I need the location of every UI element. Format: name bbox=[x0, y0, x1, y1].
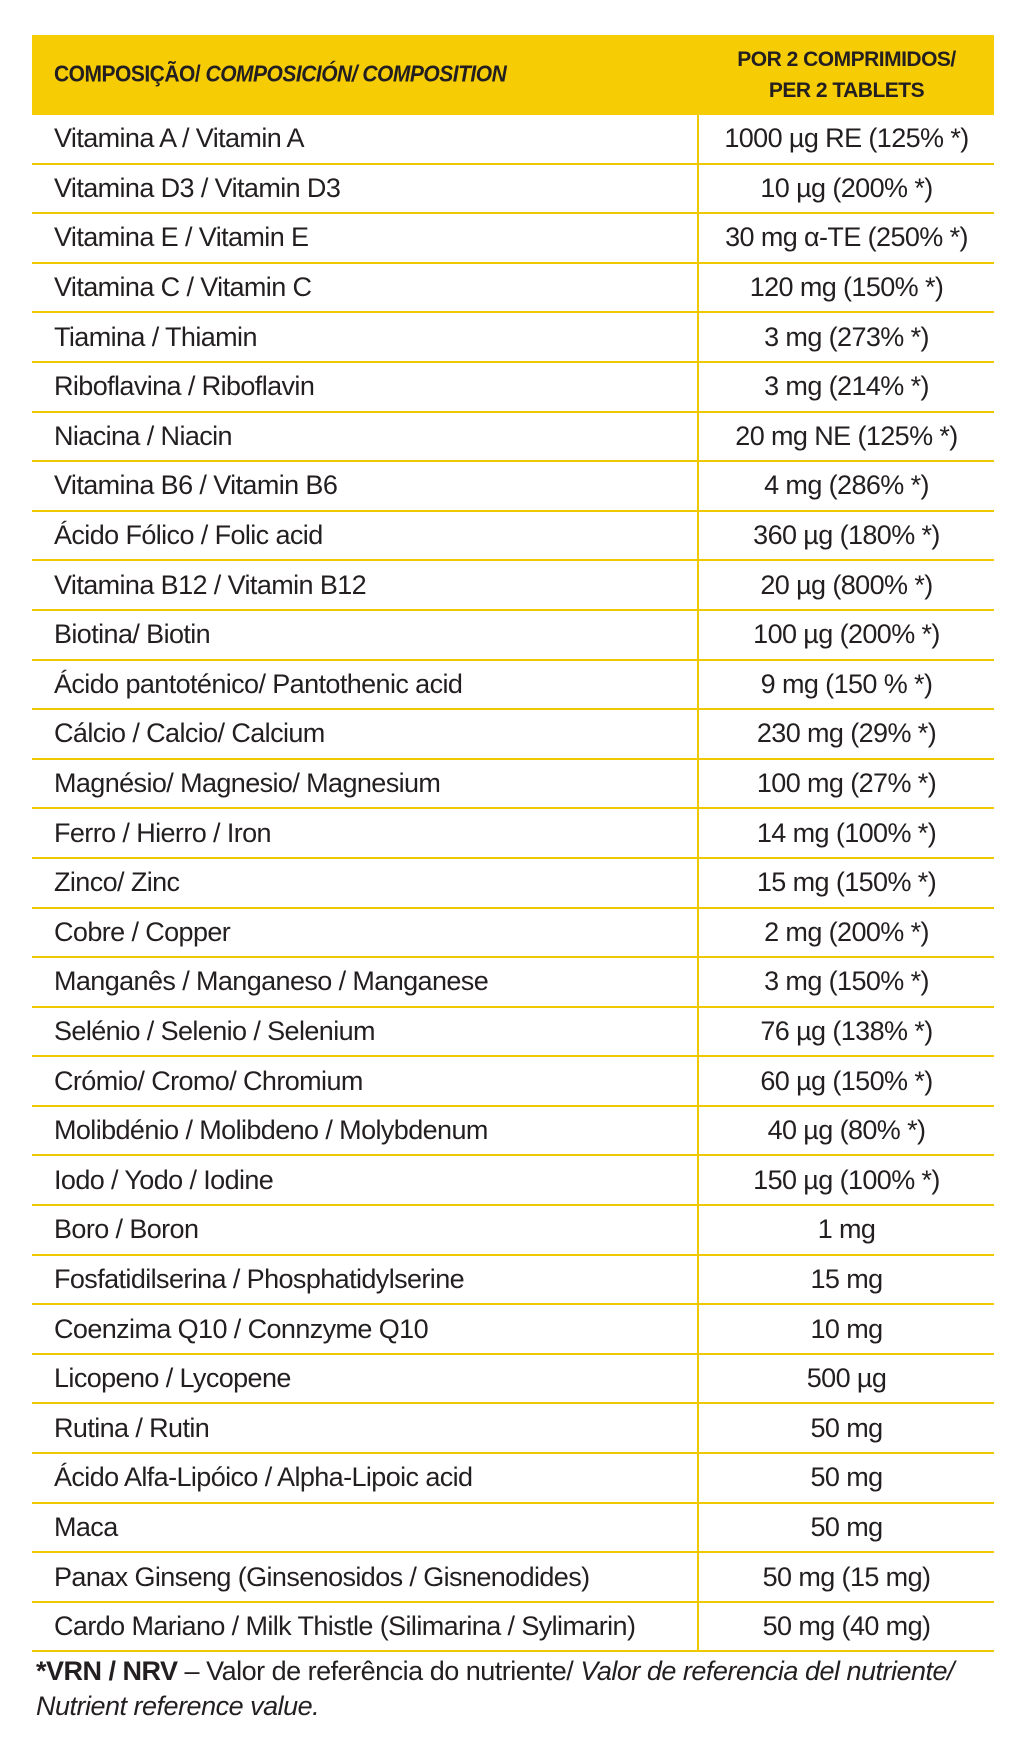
nutrient-amount: 50 mg (15 mg) bbox=[762, 1561, 931, 1592]
nutrient-name: Licopeno / Lycopene bbox=[32, 1355, 699, 1403]
nutrient-amount: 100 mg (27% *) bbox=[756, 768, 937, 799]
nutrient-amount: 50 mg bbox=[810, 1511, 883, 1542]
nutrient-name: Maca bbox=[32, 1504, 699, 1552]
header-per-line-2: PER 2 TABLETS bbox=[768, 79, 925, 102]
table-row bbox=[32, 1156, 994, 1206]
header-composition-es: COMPOSICIÓN/ bbox=[205, 61, 358, 88]
nutrient-amount: 120 mg (150% *) bbox=[749, 272, 944, 303]
nutrient-name: Vitamina D3 / Vitamin D3 bbox=[32, 165, 699, 213]
table-row bbox=[32, 1256, 994, 1306]
footnote bbox=[36, 1654, 976, 1724]
nutrient-name: Iodo / Yodo / Iodine bbox=[32, 1156, 699, 1204]
table-row bbox=[32, 561, 994, 611]
header-per-2-tablets bbox=[699, 35, 994, 115]
nutrient-name: Riboflavina / Riboflavin bbox=[32, 363, 699, 411]
nutrient-amount: 3 mg (150% *) bbox=[764, 966, 929, 997]
nutrient-amount: 14 mg (100% *) bbox=[756, 817, 937, 848]
nutrient-amount: 15 mg (150% *) bbox=[756, 867, 937, 898]
table-row bbox=[32, 1107, 994, 1157]
nutrient-amount: 50 mg bbox=[810, 1462, 883, 1493]
table-row bbox=[32, 1008, 994, 1058]
table-row bbox=[32, 512, 994, 562]
nutrient-name: Vitamina A / Vitamin A bbox=[32, 115, 699, 163]
nutrient-name: Biotina/ Biotin bbox=[32, 611, 699, 659]
nutrient-amount: 500 µg bbox=[806, 1363, 887, 1394]
nutrient-name: Zinco/ Zinc bbox=[32, 859, 699, 907]
footnote-text-pt: – Valor de referência do nutriente/ bbox=[177, 1656, 581, 1686]
table-row bbox=[32, 363, 994, 413]
footnote-text-en: Nutrient reference value. bbox=[36, 1691, 320, 1721]
nutrient-name: Rutina / Rutin bbox=[32, 1404, 699, 1452]
table-row bbox=[32, 313, 994, 363]
nutrient-name: Cálcio / Calcio/ Calcium bbox=[32, 710, 699, 758]
nutrient-amount: 100 µg (200% *) bbox=[753, 619, 940, 650]
nutrient-amount: 360 µg (180% *) bbox=[753, 520, 940, 551]
table-row bbox=[32, 1404, 994, 1454]
nutrient-amount: 20 µg (800% *) bbox=[760, 569, 933, 600]
table-row bbox=[32, 760, 994, 810]
table-row bbox=[32, 1454, 994, 1504]
table-row bbox=[32, 413, 994, 463]
composition-table bbox=[32, 35, 994, 1652]
table-header bbox=[32, 35, 994, 115]
table-row bbox=[32, 611, 994, 661]
nutrient-name: Molibdénio / Molibdeno / Molybdenum bbox=[32, 1107, 699, 1155]
nutrient-amount: 50 mg (40 mg) bbox=[762, 1611, 931, 1642]
table-row bbox=[32, 214, 994, 264]
nutrient-amount: 150 µg (100% *) bbox=[753, 1164, 940, 1195]
nutrient-amount: 15 mg bbox=[810, 1263, 883, 1294]
nutrient-amount: 30 mg α-TE (250% *) bbox=[725, 222, 968, 253]
nutrient-amount: 1 mg bbox=[817, 1214, 876, 1245]
nutrient-amount: 76 µg (138% *) bbox=[760, 1015, 933, 1046]
table-row bbox=[32, 1603, 994, 1653]
nutrient-amount: 50 mg bbox=[810, 1412, 883, 1443]
nutrient-name: Fosfatidilserina / Phosphatidylserine bbox=[32, 1256, 699, 1304]
nutrient-name: Cobre / Copper bbox=[32, 909, 699, 957]
table-body bbox=[32, 115, 994, 1652]
nutrient-name: Ferro / Hierro / Iron bbox=[32, 809, 699, 857]
header-composition-en: COMPOSITION bbox=[362, 61, 507, 88]
nutrient-amount: 40 µg (80% *) bbox=[767, 1115, 926, 1146]
table-row bbox=[32, 264, 994, 314]
nutrient-name: Cardo Mariano / Milk Thistle (Silimarina / Sylimarin) bbox=[32, 1603, 699, 1651]
table-row bbox=[32, 462, 994, 512]
nutrient-name: Vitamina B6 / Vitamin B6 bbox=[32, 462, 699, 510]
footnote-text-es: Valor de referencia del nutriente/ bbox=[580, 1656, 955, 1686]
table-row bbox=[32, 1305, 994, 1355]
header-composition bbox=[32, 31, 699, 119]
table-row bbox=[32, 115, 994, 165]
table-row bbox=[32, 1057, 994, 1107]
nutrient-name: Vitamina B12 / Vitamin B12 bbox=[32, 561, 699, 609]
nutrient-amount: 2 mg (200% *) bbox=[764, 916, 929, 947]
nutrient-amount: 230 mg (29% *) bbox=[756, 718, 937, 749]
table-row bbox=[32, 165, 994, 215]
nutrient-name: Ácido pantoténico/ Pantothenic acid bbox=[32, 661, 699, 709]
nutrient-name: Vitamina C / Vitamin C bbox=[32, 264, 699, 312]
nutrient-amount: 3 mg (273% *) bbox=[764, 321, 929, 352]
nutrient-amount: 3 mg (214% *) bbox=[764, 371, 929, 402]
header-composition-pt: COMPOSIÇÃO/ bbox=[54, 61, 201, 88]
nutrient-amount: 1000 µg RE (125% *) bbox=[724, 123, 969, 154]
nutrient-amount: 9 mg (150 % *) bbox=[760, 668, 933, 699]
nutrient-name: Coenzima Q10 / Connzyme Q10 bbox=[32, 1305, 699, 1353]
nutrient-name: Ácido Alfa-Lipóico / Alpha-Lipoic acid bbox=[32, 1454, 699, 1502]
header-per-line-1: POR 2 COMPRIMIDOS/ bbox=[737, 48, 956, 71]
nutrient-name: Niacina / Niacin bbox=[32, 413, 699, 461]
table-row bbox=[32, 710, 994, 760]
nutrient-name: Vitamina E / Vitamin E bbox=[32, 214, 699, 262]
table-row bbox=[32, 1553, 994, 1603]
nutrient-name: Tiamina / Thiamin bbox=[32, 313, 699, 361]
nutrient-name: Selénio / Selenio / Selenium bbox=[32, 1008, 699, 1056]
table-row bbox=[32, 661, 994, 711]
table-row bbox=[32, 859, 994, 909]
nutrient-amount: 4 mg (286% *) bbox=[764, 470, 929, 501]
table-row bbox=[32, 958, 994, 1008]
nutrient-amount: 20 mg NE (125% *) bbox=[735, 420, 958, 451]
nutrient-name: Manganês / Manganeso / Manganese bbox=[32, 958, 699, 1006]
nutrient-amount: 10 µg (200% *) bbox=[760, 172, 933, 203]
nutrient-amount: 60 µg (150% *) bbox=[760, 1065, 933, 1096]
table-row bbox=[32, 1206, 994, 1256]
table-row bbox=[32, 809, 994, 859]
nutrient-name: Boro / Boron bbox=[32, 1206, 699, 1254]
nutrient-name: Crómio/ Cromo/ Chromium bbox=[32, 1057, 699, 1105]
table-row bbox=[32, 1355, 994, 1405]
table-row bbox=[32, 909, 994, 959]
nutrient-name: Ácido Fólico / Folic acid bbox=[32, 512, 699, 560]
nutrient-amount: 10 mg bbox=[810, 1313, 883, 1344]
table-row bbox=[32, 1504, 994, 1554]
nutrient-name: Panax Ginseng (Ginsenosidos / Gisnenodides) bbox=[32, 1553, 699, 1601]
nutrient-name: Magnésio/ Magnesio/ Magnesium bbox=[32, 760, 699, 808]
footnote-abbreviation: *VRN / NRV bbox=[36, 1656, 178, 1686]
